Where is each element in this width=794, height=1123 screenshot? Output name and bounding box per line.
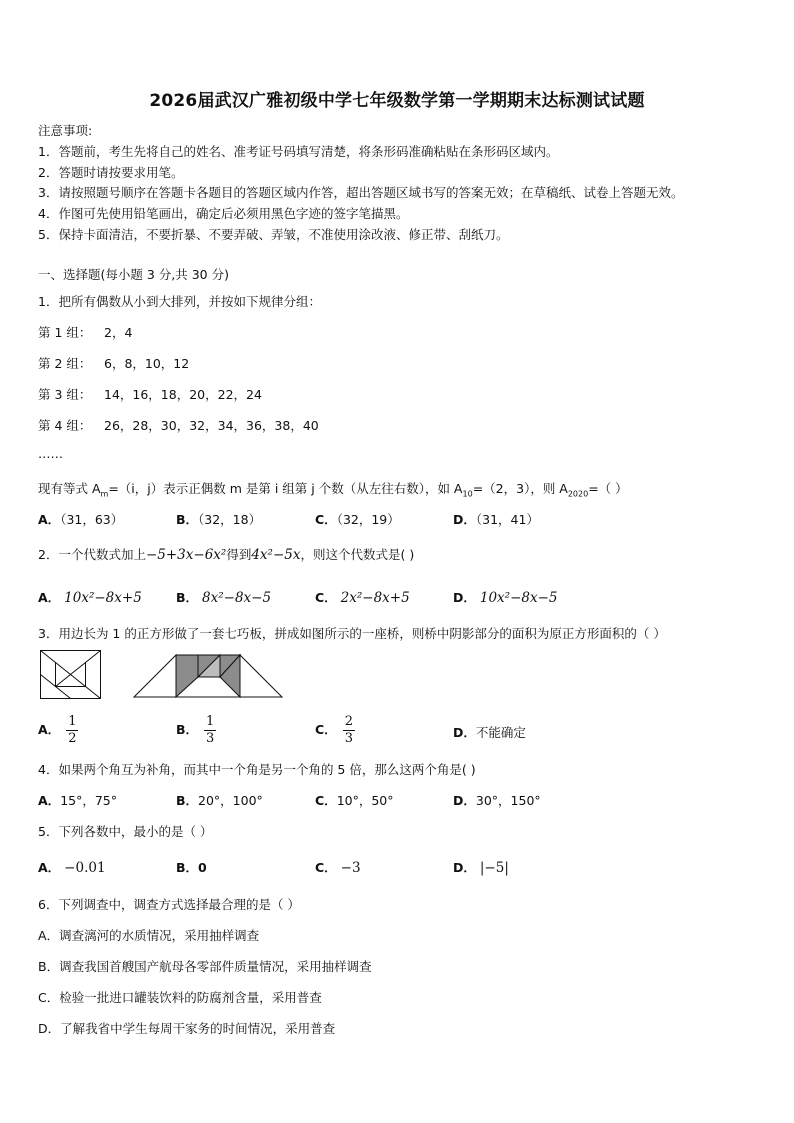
option-a[interactable] [38, 588, 142, 606]
question-1-text [38, 479, 628, 499]
option-label: D． [453, 725, 476, 740]
q2-options [38, 588, 758, 610]
q1-options [38, 510, 758, 532]
option-text: 2x²−8x+5 [340, 590, 410, 606]
option-text: 10x²−8x−5 [479, 590, 558, 606]
option-label: B． [176, 512, 199, 527]
option-text: 20°，100° [198, 793, 263, 808]
option-label: A． [38, 722, 61, 737]
option-d[interactable] [453, 510, 539, 528]
option-d[interactable] [453, 723, 526, 741]
q5-options [38, 858, 758, 880]
group-values: 2，4 [104, 325, 133, 340]
option-label: D． [453, 860, 476, 875]
q2-expr1: −5+3x−6x² [145, 547, 227, 563]
option-b[interactable] [176, 791, 263, 809]
option-c[interactable] [315, 858, 361, 876]
notice-heading: 注意事项: [38, 123, 93, 138]
notice-item: 2．答题时请按要求用笔。 [38, 165, 184, 180]
option-label: A． [38, 928, 60, 943]
question-5-stem: 5．下列各数中，最小的是（ ） [38, 824, 213, 839]
q1-text-c: =（2，3），则 A [472, 481, 568, 496]
option-d[interactable] [453, 791, 541, 809]
group-values: 26，28，30，32，34，36，38，40 [104, 418, 319, 433]
option-label: C． [315, 793, 337, 808]
option-a[interactable] [38, 714, 78, 747]
group-label: 第 4 组： [38, 418, 92, 433]
option-a[interactable] [38, 510, 123, 528]
option-text: 15°，75° [60, 793, 117, 808]
notice-item: 4．作图可先使用铅笔画出，确定后必须用黑色字迹的签字笔描黑。 [38, 206, 409, 221]
option-label: C． [315, 512, 337, 527]
group-label: 第 1 组： [38, 325, 92, 340]
notice-item: 5．保持卡面清洁，不要折暴、不要弄破、弄皱，不准使用涂改液、修正带、刮纸刀。 [38, 227, 509, 242]
tangram-square-figure [40, 650, 102, 700]
option-c[interactable] [38, 988, 322, 1006]
option-label: C． [315, 722, 337, 737]
fraction [66, 714, 78, 747]
option-text: 0 [198, 860, 207, 875]
q1-text-a: 现有等式 A [38, 481, 101, 496]
denominator: 2 [68, 731, 77, 746]
option-b[interactable] [176, 858, 207, 876]
option-label: A． [38, 590, 61, 605]
option-text: 30°，150° [475, 793, 541, 808]
q2-stem-c: ，则这个代数式是( ) [300, 547, 415, 562]
option-a[interactable] [38, 858, 106, 876]
option-text: 10°，50° [336, 793, 394, 808]
option-label: D． [38, 1021, 61, 1036]
group-row [38, 354, 189, 372]
group-row [38, 323, 132, 341]
option-text: 调查漓河的水质情况，采用抽样调查 [59, 928, 260, 943]
question-2-stem [38, 545, 414, 563]
fraction [204, 714, 216, 747]
option-b[interactable] [176, 510, 261, 528]
option-label: B． [176, 793, 199, 808]
numerator: 1 [206, 714, 215, 729]
q1-sub-10: 10 [462, 489, 473, 499]
option-text: |−5| [479, 860, 509, 876]
option-label: C． [38, 990, 60, 1005]
q1-text-d: =（ ） [588, 481, 628, 496]
question-4-stem: 4．如果两个角互为补角，而其中一个角是另一个角的 5 倍，那么这两个角是( ) [38, 762, 476, 777]
denominator: 3 [206, 731, 215, 746]
option-label: B． [176, 860, 199, 875]
group-values: 6，8，10，12 [104, 356, 190, 371]
option-label: B． [38, 959, 60, 974]
option-label: C． [315, 860, 337, 875]
page-title: 2026届武汉广雅初级中学七年级数学第一学期期末达标测试试题 [149, 91, 645, 111]
q2-stem-b: 得到 [226, 547, 252, 562]
option-text: 不能确定 [475, 725, 526, 740]
option-a[interactable] [38, 791, 117, 809]
section-heading: 一、选择题(每小题 3 分,共 30 分) [38, 267, 229, 282]
ellipsis: …… [38, 446, 63, 461]
option-b[interactable] [176, 714, 216, 747]
option-text: 检验一批进口罐装饮料的防腐剂含量，采用普查 [59, 990, 322, 1005]
q1-sub-2020: 2020 [567, 489, 589, 499]
fraction [343, 714, 355, 747]
q1-text-b: =（i，j）表示正偶数 m 是第 i 组第 j 个数（从左往右数），如 A [108, 481, 463, 496]
option-b[interactable] [38, 957, 372, 975]
option-text: （32，19） [336, 512, 400, 527]
option-label: A． [38, 793, 61, 808]
option-c[interactable] [315, 791, 394, 809]
option-text: （31，41） [475, 512, 539, 527]
option-label: A． [38, 860, 61, 875]
question-1-stem: 1．把所有偶数从小到大排列，并按如下规律分组： [38, 294, 321, 309]
option-c[interactable] [315, 510, 400, 528]
option-label: D． [453, 512, 476, 527]
option-text: 8x²−8x−5 [202, 590, 272, 606]
option-label: D． [453, 590, 476, 605]
option-text: 10x²−8x+5 [64, 590, 142, 606]
group-label: 第 3 组： [38, 387, 92, 402]
option-d[interactable] [38, 1019, 335, 1037]
q3-options [38, 714, 758, 750]
q2-expr2: 4x²−5x [251, 547, 301, 563]
numerator: 1 [68, 714, 77, 729]
q2-stem-a: 2．一个代数式加上 [38, 547, 146, 562]
question-6-stem: 6．下列调查中，调查方式选择最合理的是（ ） [38, 897, 300, 912]
q4-options [38, 791, 758, 813]
option-text: （31，63） [60, 512, 124, 527]
option-label: D． [453, 793, 476, 808]
numerator: 2 [344, 714, 353, 729]
notice-item: 3．请按照题号顺序在答题卡各题目的答题区域内作答，超出答题区域书写的答案无效；在草稿纸、试卷上答题无效。 [38, 185, 684, 200]
option-label: B． [176, 722, 199, 737]
option-c[interactable] [315, 588, 410, 606]
group-row [38, 416, 319, 434]
option-label: C． [315, 590, 337, 605]
option-d[interactable] [453, 858, 509, 876]
option-text: 了解我省中学生每周干家务的时间情况，采用普查 [60, 1021, 336, 1036]
option-a[interactable] [38, 926, 259, 944]
option-b[interactable] [176, 588, 271, 606]
option-text: −0.01 [64, 860, 106, 876]
denominator: 3 [344, 731, 353, 746]
option-text: 调查我国首艘国产航母各零部件质量情况，采用抽样调查 [59, 959, 372, 974]
notice-item: 1．答题前，考生先将自己的姓名、准考证号码填写清楚，将条形码准确粘贴在条形码区域内。 [38, 144, 559, 159]
option-text: −3 [340, 860, 361, 876]
group-row [38, 385, 262, 403]
option-d[interactable] [453, 588, 558, 606]
option-text: （32，18） [198, 512, 262, 527]
tangram-bridge-figure [132, 653, 284, 699]
group-values: 14，16，18，20，22，24 [104, 387, 262, 402]
option-label: A． [38, 512, 61, 527]
q1-sub-m: m [100, 489, 109, 499]
question-3-stem: 3．用边长为 1 的正方形做了一套七巧板，拼成如图所示的一座桥，则桥中阴影部分的面积为原正方形面积的（ ） [38, 626, 666, 641]
option-c[interactable] [315, 714, 355, 747]
group-label: 第 2 组： [38, 356, 92, 371]
option-label: B． [176, 590, 199, 605]
